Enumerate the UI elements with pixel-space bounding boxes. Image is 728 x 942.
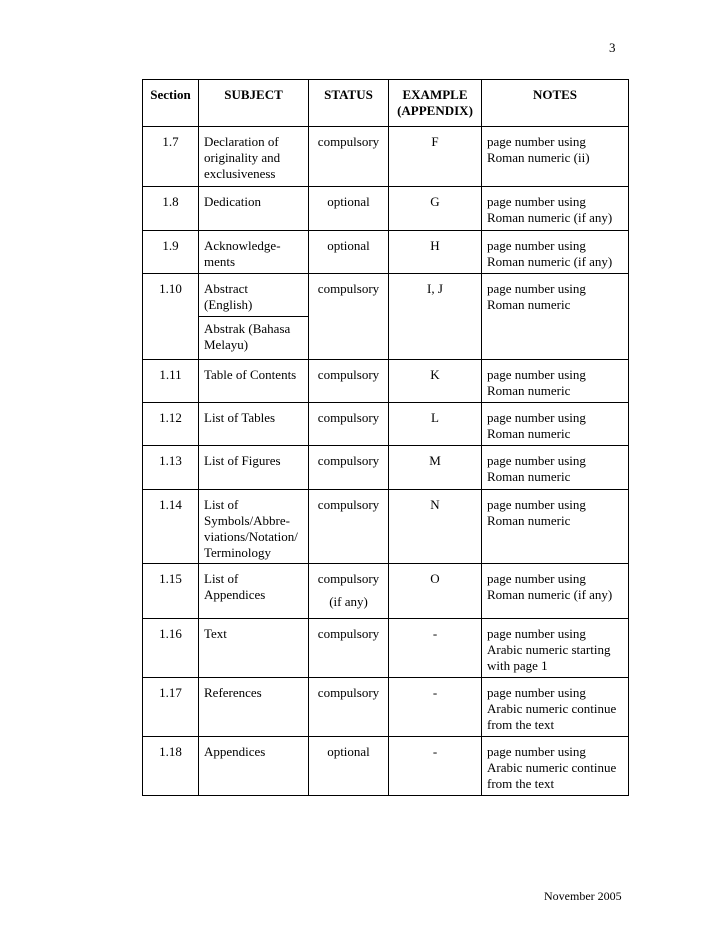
example-appendix: I, J — [427, 281, 443, 296]
notes-line: Arabic numeric continue — [487, 760, 617, 775]
subject-cell — [199, 231, 309, 274]
notes-line: Roman numeric (if any) — [487, 254, 613, 269]
table-row — [143, 187, 629, 231]
status-cell — [309, 446, 389, 490]
section-cell — [143, 187, 199, 231]
notes-line: page number using — [487, 626, 586, 641]
subject-cell — [199, 737, 309, 796]
table-row — [143, 274, 629, 317]
status-value: compulsory — [317, 367, 380, 382]
section-number: 1.11 — [159, 367, 182, 382]
example-cell — [389, 737, 482, 796]
section-number: 1.7 — [162, 134, 179, 149]
example-cell — [389, 403, 482, 446]
subject-line: List of Figures — [204, 453, 281, 468]
notes-cell — [482, 403, 629, 446]
table-row — [143, 678, 629, 737]
status-note: (if any) — [329, 594, 368, 609]
status-value: compulsory — [317, 410, 380, 425]
example-cell — [389, 678, 482, 737]
notes-line: page number using — [487, 134, 586, 149]
status-value: compulsory — [317, 134, 380, 149]
section-number: 1.15 — [159, 571, 182, 586]
table-row — [143, 446, 629, 490]
status-value: optional — [327, 744, 370, 759]
section-number: 1.18 — [159, 744, 182, 759]
subject-cell — [199, 446, 309, 490]
status-value: compulsory — [317, 453, 380, 468]
subject-line: Symbols/Abbre- — [204, 513, 290, 528]
section-number: 1.12 — [159, 410, 182, 425]
table-row — [143, 737, 629, 796]
example-appendix: - — [432, 685, 438, 700]
notes-line: page number using — [487, 744, 586, 759]
header-example-line1: EXAMPLE — [402, 87, 468, 102]
notes-line: Roman numeric (ii) — [487, 150, 590, 165]
header-notes: NOTES — [482, 80, 629, 127]
status-cell — [309, 231, 389, 274]
section-cell — [143, 490, 199, 564]
example-appendix: M — [429, 453, 441, 468]
notes-line: page number using — [487, 194, 586, 209]
example-cell — [389, 446, 482, 490]
table-row — [143, 619, 629, 678]
example-appendix: L — [431, 410, 439, 425]
notes-line: page number using — [487, 238, 586, 253]
example-appendix: N — [430, 497, 440, 512]
section-cell — [143, 127, 199, 187]
subject-line: Appendices — [204, 587, 266, 602]
status-value: compulsory — [317, 626, 380, 641]
section-number: 1.9 — [162, 238, 179, 253]
section-number: 1.14 — [159, 497, 182, 512]
notes-line: from the text — [487, 776, 555, 791]
example-appendix: G — [430, 194, 440, 209]
status-cell — [309, 360, 389, 403]
example-cell — [389, 187, 482, 231]
table-row — [143, 231, 629, 274]
notes-line: from the text — [487, 717, 555, 732]
subject-line: Text — [204, 626, 227, 641]
section-cell — [143, 403, 199, 446]
example-appendix: H — [430, 238, 440, 253]
notes-cell — [482, 678, 629, 737]
header-status: STATUS — [309, 80, 389, 127]
example-cell — [389, 360, 482, 403]
section-number: 1.16 — [159, 626, 182, 641]
status-value: compulsory — [317, 571, 380, 586]
notes-line: Arabic numeric starting — [487, 642, 611, 657]
notes-cell — [482, 490, 629, 564]
section-cell — [143, 737, 199, 796]
example-cell — [389, 274, 482, 360]
notes-line: Roman numeric — [487, 513, 571, 528]
subject-line: Dedication — [204, 194, 262, 209]
notes-cell — [482, 127, 629, 187]
section-number: 1.17 — [159, 685, 182, 700]
notes-line: page number using — [487, 453, 586, 468]
subject-cell — [199, 317, 309, 360]
section-cell — [143, 274, 199, 360]
table-row — [143, 127, 629, 187]
notes-line: Arabic numeric continue — [487, 701, 617, 716]
example-appendix: - — [432, 626, 438, 641]
section-cell — [143, 360, 199, 403]
example-appendix: - — [432, 744, 438, 759]
status-cell — [309, 187, 389, 231]
subject-line: Appendices — [204, 744, 266, 759]
subject-line: Terminology — [204, 545, 271, 560]
notes-cell — [482, 737, 629, 796]
header-example-line2: (APPENDIX) — [397, 103, 473, 118]
notes-line: Roman numeric — [487, 469, 571, 484]
subject-line: originality and — [204, 150, 281, 165]
section-cell — [143, 446, 199, 490]
notes-cell — [482, 274, 629, 360]
table-row — [143, 564, 629, 619]
subject-line: (English) — [204, 297, 253, 312]
header-example — [389, 80, 482, 127]
example-appendix: F — [431, 134, 439, 149]
notes-line: page number using — [487, 281, 586, 296]
example-appendix: K — [430, 367, 440, 382]
status-cell — [309, 619, 389, 678]
section-number: 1.8 — [162, 194, 179, 209]
notes-line: with page 1 — [487, 658, 548, 673]
subject-line: References — [204, 685, 262, 700]
section-cell — [143, 619, 199, 678]
example-cell — [389, 127, 482, 187]
subject-line: List of Tables — [204, 410, 276, 425]
subject-line: List of — [204, 497, 239, 512]
example-cell — [389, 619, 482, 678]
status-value: compulsory — [317, 497, 380, 512]
notes-cell — [482, 619, 629, 678]
header-section: Section — [143, 80, 199, 127]
example-cell — [389, 231, 482, 274]
notes-line: page number using — [487, 571, 586, 586]
notes-cell — [482, 360, 629, 403]
subject-cell — [199, 403, 309, 446]
notes-line: page number using — [487, 685, 586, 700]
example-cell — [389, 490, 482, 564]
subject-line: Declaration of — [204, 134, 279, 149]
status-cell — [309, 274, 389, 360]
section-number: 1.13 — [159, 453, 182, 468]
status-cell — [309, 678, 389, 737]
status-cell — [309, 403, 389, 446]
subject-cell — [199, 490, 309, 564]
notes-line: Roman numeric — [487, 297, 571, 312]
status-cell — [309, 737, 389, 796]
notes-line: Roman numeric (if any) — [487, 587, 613, 602]
subject-cell — [199, 187, 309, 231]
status-cell — [309, 127, 389, 187]
table-header-row — [143, 80, 629, 127]
status-value: compulsory — [317, 685, 380, 700]
table-row — [143, 360, 629, 403]
notes-cell — [482, 564, 629, 619]
subject-line: List of — [204, 571, 239, 586]
subject-line: Abstract — [204, 281, 249, 296]
status-cell — [309, 564, 389, 619]
subject-line: Abstrak (Bahasa — [204, 321, 291, 336]
subject-line: Melayu) — [204, 337, 249, 352]
notes-cell — [482, 446, 629, 490]
notes-line: Roman numeric — [487, 426, 571, 441]
subject-line: Acknowledge- — [204, 238, 281, 253]
subject-line: Table of Contents — [204, 367, 297, 382]
sections-table — [142, 79, 629, 796]
footer-date: November 2005 — [544, 889, 622, 903]
table-row — [143, 403, 629, 446]
example-cell — [389, 564, 482, 619]
status-value: optional — [327, 194, 370, 209]
subject-cell — [199, 127, 309, 187]
page-number: 3 — [609, 40, 616, 55]
notes-cell — [482, 187, 629, 231]
status-cell — [309, 490, 389, 564]
subject-line: exclusiveness — [204, 166, 276, 181]
subject-cell — [199, 619, 309, 678]
subject-cell — [199, 360, 309, 403]
notes-line: page number using — [487, 410, 586, 425]
status-value: compulsory — [317, 281, 380, 296]
status-value: optional — [327, 238, 370, 253]
notes-line: Roman numeric (if any) — [487, 210, 613, 225]
subject-line: ments — [204, 254, 236, 269]
section-cell — [143, 564, 199, 619]
section-cell — [143, 678, 199, 737]
notes-line: Roman numeric — [487, 383, 571, 398]
notes-line: page number using — [487, 367, 586, 382]
subject-cell — [199, 564, 309, 619]
notes-line: page number using — [487, 497, 586, 512]
subject-cell — [199, 274, 309, 317]
section-number: 1.10 — [159, 281, 182, 296]
subject-cell — [199, 678, 309, 737]
example-appendix: O — [430, 571, 440, 586]
section-cell — [143, 231, 199, 274]
notes-cell — [482, 231, 629, 274]
subject-line: viations/Notation/ — [204, 529, 298, 544]
table-row — [143, 490, 629, 564]
header-subject: SUBJECT — [199, 80, 309, 127]
